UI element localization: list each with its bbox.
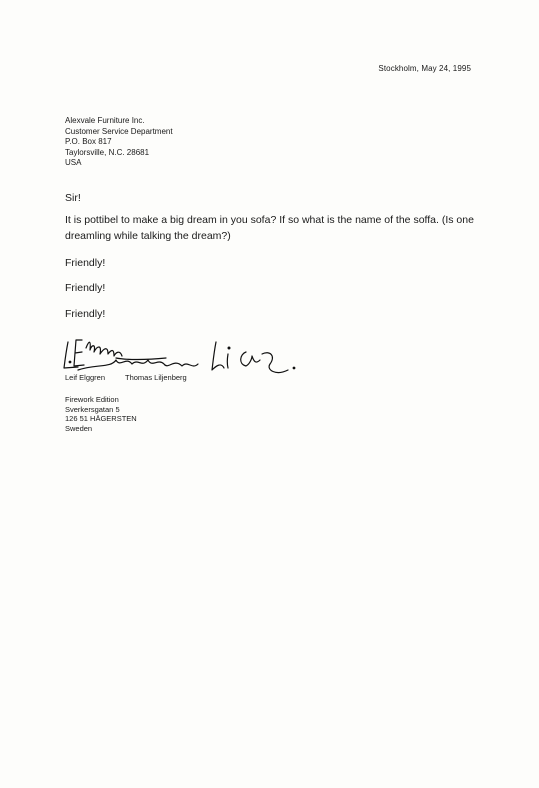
recipient-line: Alexvale Furniture Inc. — [65, 116, 145, 125]
sender-line: Sverkersgatan 5 — [65, 404, 120, 414]
sender-line: Sweden — [65, 423, 93, 433]
closing: Friendly! — [65, 308, 106, 320]
dateline: Stockholm, May 24, 1995 — [378, 64, 471, 73]
recipient-line: Taylorsville, N.C. 28681 — [65, 147, 150, 157]
recipient-line: P.O. Box 817 — [65, 137, 112, 147]
sender-line: 126 51 HÄGERSTEN — [65, 414, 137, 424]
closing: Friendly! — [65, 257, 106, 269]
signer-name: Leif Elggren — [65, 373, 106, 382]
closing: Friendly! — [65, 282, 106, 294]
recipient-line: Customer Service Department — [65, 126, 173, 136]
sender-address — [65, 395, 137, 433]
salutation: Sir! — [65, 192, 81, 204]
body-paragraph: It is pottibel to make a big dream in you sofa? If so what is the name of the soffa. (Is one dreamling while talking the dream?) — [65, 214, 474, 242]
sender-line: Firework Edition — [65, 395, 119, 404]
recipient-line: USA — [65, 158, 82, 168]
recipient-address — [65, 116, 173, 169]
signer-name: Thomas Liljenberg — [125, 373, 187, 382]
